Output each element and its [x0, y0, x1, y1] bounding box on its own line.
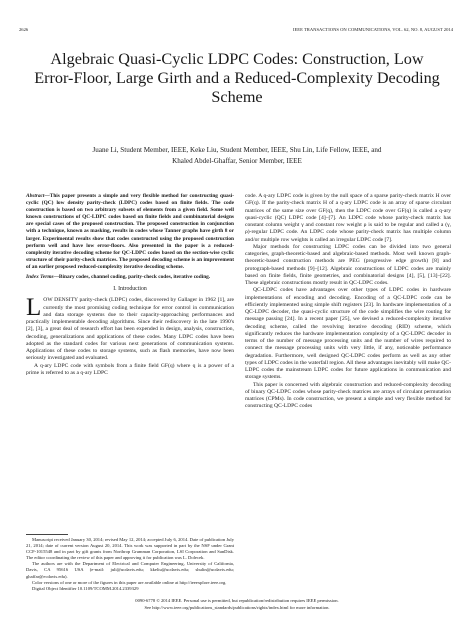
footnote-manuscript: Manuscript received January 30, 2014; revised May 12, 2014; accepted July 6, 2014. Date of publication July 21, 2014; date of current version August 20, 2014. This work was supported in part by the NSF under Grant CCF-1015548 and in part by gift grants from Northrop Grumman Corporation, LSI Corporation and SanDisk. The editor coordinating the review of this paper and approving it for publication was L. Dolecek.: [26, 537, 234, 561]
right-column: [245, 193, 451, 411]
footnote-doi: Digital Object Identifier 10.1109/TCOMM.2014.2339329: [32, 585, 139, 591]
footnote-color: Color versions of one or more of the figures in this paper are available online at http://ieeexplore.ieee.org.: [32, 579, 227, 585]
intro-paragraph-2: A q-ary LDPC code with symbols from a finite field GF(q) where q is a power of a prime is referred to as a q-ary LDPC: [26, 362, 234, 376]
author-line-1: Juane Li, Student Member, IEEE, Keke Liu, Student Member, IEEE, Shu Lin, Life Fellow, IEEE, and: [92, 146, 382, 154]
footnote: [26, 534, 234, 592]
right-paragraph-3: QC-LDPC codes have advantages over other types of LDPC codes in hardware implementations of encoding and decoding. Encoding of a QC-LDPC code can be efficiently implemented using simple shift registers [23]. In hardware implementation of a QC-LDPC decoder, the quasi-cyclic structure of the code simplifies the wire routing for message passing [24]. In a recent paper [25], we devised a reduced-complexity iterative decoding scheme, called the revolving iterative decoding (RID) scheme, which significantly reduces the hardware implementation complexity of a QC-LDPC decoder in terms of the number of message processing units and the number of wires required to connect the message processing units with very little, if any, noticeable performance degradation. Furthermore, well designed QC-LDPC codes perform as well as any other types of LDPC codes in the waterfall region. All these advantages inevitably will make QC-LDPC codes the mainstream LDPC codes for future applications in communication and storage systems.: [245, 287, 451, 381]
right-paragraph-1: code. A q-ary LDPC code is given by the null space of a sparse parity-check matrix H over GF(q). If the parity-check matrix H of a q-ary LDPC code is an array of sparse circulant matrices of the same size over GF(q), then the LDPC code over GF(q) is called a q-ary quasi-cyclic (QC) LDPC code [4]–[7]. An LDPC code whose parity-check matrix has constant column weight γ and constant row weight ρ is said to be regular and called a (γ, ρ)-regular LDPC code. An LDPC code whose parity-check matrix has multiple column and/or multiple row weights is called an irregular LDPC code [7].: [245, 193, 451, 243]
left-column: [26, 193, 234, 377]
section-heading: I. Introduction: [113, 286, 147, 293]
index-terms: [26, 274, 234, 281]
copyright-line-1: 0090-6778 © 2014 IEEE. Personal use is permitted, but republication/redistribution requires IEEE permission.: [135, 598, 339, 603]
intro-paragraph-1: [26, 294, 234, 362]
drop-cap: L: [26, 294, 42, 322]
index-terms-text: —Binary codes, channel coding, parity-check codes, iterative coding.: [53, 274, 211, 281]
paper-title: Algebraic Quasi-Cyclic LDPC Codes: Construction, Low Error-Floor, Large Girth and a Reduced-Complexity Decoding Scheme: [34, 50, 440, 107]
abstract: [26, 193, 234, 271]
intro-lead: OW DENSITY parity-check (LDPC) codes, discovered: [43, 297, 169, 304]
copyright-footer: [0, 598, 474, 611]
page-number: 2626: [19, 27, 29, 32]
footnote-rule: [26, 534, 68, 535]
right-paragraph-2: Major methods for constructing LDPC codes can be divided into two general categories, graph-theoretic-based and algebraic-based methods. Most well known graph-theoretic-based construction methods are PEG (progressive edge growth) [8] and protograph-based methods [9]–[12]. Algebraic constructions of LDPC codes are mainly based on finite fields, finite geometries, and combinatorial designs [4], [5], [13]–[22]. These algebraic constructions mostly result in QC-LDPC codes.: [245, 243, 451, 286]
index-terms-label: Index Terms: [26, 274, 54, 281]
intro-body: by Gallager in 1962 [1], are currently the most promising coding technique for error control in communication and data storage systems due to their capacity-approaching performances and practically implementable decoding algorithms. Since their rediscovery in the late 1990's [2], [3], a great deal of research effort has been expended in design, analysis, construction, decoding, generalizations and applications of these codes. Many LDPC codes have been adopted as the standard codes for various next generations of communication systems. Applications of these codes to storage systems, such as flash memories, have now been seriously investigated and evaluated.: [26, 297, 234, 362]
author-list: [36, 145, 438, 166]
journal-info: IEEE TRANSACTIONS ON COMMUNICATIONS, VOL. 62, NO. 8, AUGUST 2014: [292, 27, 453, 32]
copyright-line-2: See http://www.ieee.org/publications_standards/publications/rights/index.html for more information.: [144, 604, 330, 610]
author-line-2: Khaled Abdel-Ghaffar, Senior Member, IEEE: [172, 156, 302, 165]
abstract-text: —This paper presents a simple and very flexible method for constructing quasi-cyclic (QC) low density parity-check (LDPC) codes based on finite fields. The code construction is based on two arbitrary subsets of elements from a given field. Some well known constructions of QC-LDPC codes based on finite fields and combinatorial designs are special cases of the proposed construction. The proposed construction in conjunction with a technique, known as masking, results in codes whose Tanner graphs have girth 8 or larger. Experimental results show that codes constructed using the proposed construction perform well and have low error-floors. Also presented in the paper is a reduced-complexity iterative decoding scheme for QC-LDPC codes based on the section-wise cyclic structure of their parity-check matrices. The proposed decoding scheme is an improvement of an earlier proposed reduced-complexity iterative decoding scheme.: [26, 193, 234, 270]
abstract-label: Abstract: [26, 193, 45, 199]
footnote-affiliation: The authors are with the Department of Electrical and Computer Engineering, University of California, Davis, CA 95616 USA (e-mail: juli@ucdavis.edu; kkeliu@ucdavis.edu; shulin@ucdavis.edu; ghaffar@ecdavis.edu).: [26, 561, 234, 579]
right-paragraph-4: This paper is concerned with algebraic construction and reduced-complexity decoding of binary QC-LDPC codes whose parity-check matrices are arrays of circulant permutation matrices (CPMs). In code construction, we present a simple and very flexible method for constructing QC-LDPC codes: [245, 381, 451, 410]
